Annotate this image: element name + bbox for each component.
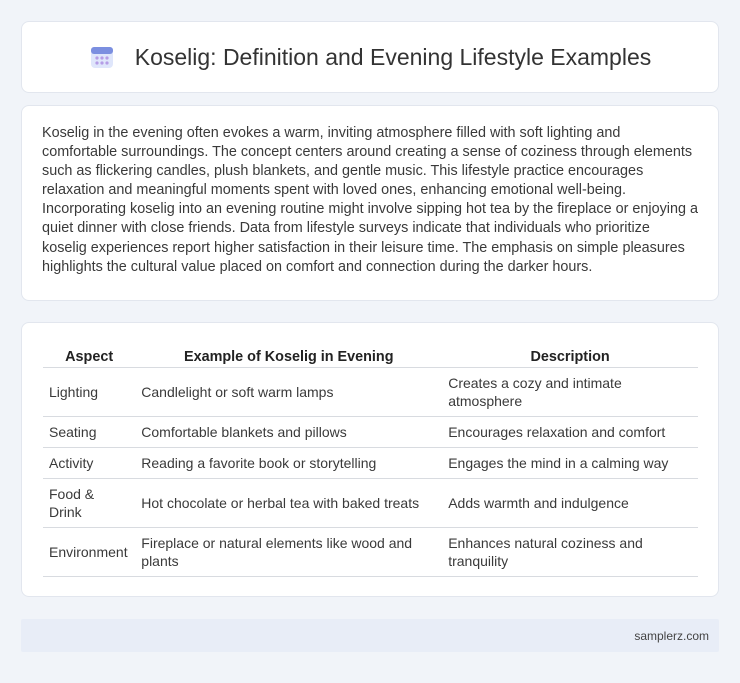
table-row [43,478,698,527]
table-row [43,527,698,576]
cell-description: Engages the mind in a calming way [442,447,698,478]
cell-example: Candlelight or soft warm lamps [135,367,442,416]
cell-example: Hot chocolate or herbal tea with baked treats [135,478,442,527]
cell-description: Creates a cozy and intimate atmosphere [442,367,698,416]
cell-example: Comfortable blankets and pillows [135,416,442,447]
calendar-icon [89,44,115,70]
table-row [43,416,698,447]
cell-example: Reading a favorite book or storytelling [135,447,442,478]
cell-description: Encourages relaxation and comfort [442,416,698,447]
header-description: Description [442,343,698,367]
footer-site-link[interactable]: samplerz.com [634,628,709,643]
cell-aspect: Seating [43,416,135,447]
cell-description: Enhances natural coziness and tranquility [442,527,698,576]
table-row [43,447,698,478]
header-example: Example of Koselig in Evening [135,343,442,367]
header-aspect: Aspect [43,343,135,367]
table-card [21,322,719,597]
page-title: Koselig: Definition and Evening Lifestyle Examples [134,43,652,70]
koselig-table [43,343,698,577]
footer-bar [21,619,719,652]
table-header-row [43,343,698,367]
cell-aspect: Lighting [43,367,135,416]
header-card [21,21,719,93]
intro-card [21,105,719,301]
table-row [43,367,698,416]
intro-paragraph: Koselig in the evening often evokes a warm, inviting atmosphere filled with soft lighting and comfortable surroundings. The concept centers around creating a sense of coziness through elements such as flickering candles, plush blankets, and gentle music. This lifestyle practice encourages relaxation and meaningful moments spent with loved ones, enhancing emotional well-being. Incorporating koselig into an evening routine might involve sipping hot tea by the fireplace or enjoying a quiet dinner with close friends. Data from lifestyle surveys indicate that individuals who prioritize koselig experiences report higher satisfaction in their leisure time. The emphasis on simple pleasures highlights the cultural value placed on comfort and connection during the darker hours. [42,125,698,275]
cell-aspect: Environment [43,527,135,576]
cell-aspect: Food & Drink [43,478,135,527]
cell-aspect: Activity [43,447,135,478]
cell-description: Adds warmth and indulgence [442,478,698,527]
cell-example: Fireplace or natural elements like wood and plants [135,527,442,576]
